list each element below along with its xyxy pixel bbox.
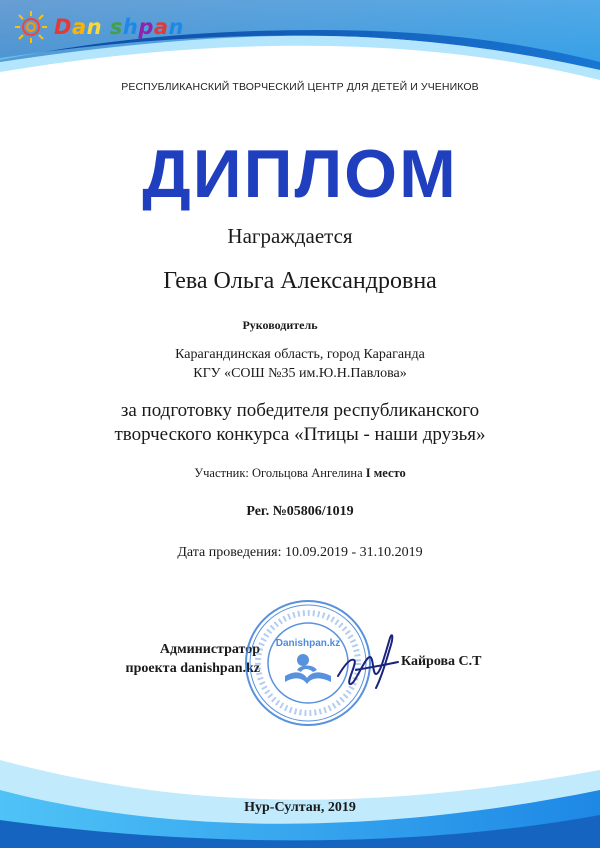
place-label: I место <box>365 466 406 480</box>
admin-line-2: проекта danishpan.kz <box>125 661 260 676</box>
organization-name: РЕСПУБЛИКАНСКИЙ ТВОРЧЕСКИЙ ЦЕНТР ДЛЯ ДЕТЕЙ И УЧЕНИКОВ <box>121 81 479 93</box>
recipient-role: Руководитель <box>242 318 318 332</box>
administrator-label <box>100 640 260 678</box>
city-year: Нур-Султан, 2019 <box>244 800 356 815</box>
participant-line <box>0 466 600 481</box>
danishpan-logo <box>14 10 184 44</box>
signer-name: Кайрова С.Т <box>401 654 482 669</box>
event-dates: Дата проведения: 10.09.2019 - 31.10.2019 <box>177 545 423 560</box>
reason-line-1: за подготовку победителя республиканского <box>120 400 480 421</box>
stamp-text: Danishpan.kz <box>275 638 341 649</box>
participant-label: Участник: Огольцова Ангелина <box>194 466 363 480</box>
awarded-label: Награждается <box>227 224 353 248</box>
diploma-title: ДИПЛОМ <box>142 136 458 212</box>
handwritten-signature <box>332 628 402 698</box>
admin-line-1: Администратор <box>159 642 260 657</box>
registration-number: Рег. №05806/1019 <box>246 504 354 519</box>
recipient-name: Гева Ольга Александровна <box>163 268 437 294</box>
sun-swirl-icon <box>14 10 48 44</box>
logo-wordmark: Dan shpan <box>54 15 184 39</box>
book-icon <box>285 654 331 684</box>
reason-line-2: творческого конкурса «Птицы - наши друзья» <box>114 424 486 445</box>
address-line-1: Карагандинская область, город Караганда <box>175 347 425 362</box>
address-line-2: КГУ «СОШ №35 им.Ю.Н.Павлова» <box>193 366 407 381</box>
